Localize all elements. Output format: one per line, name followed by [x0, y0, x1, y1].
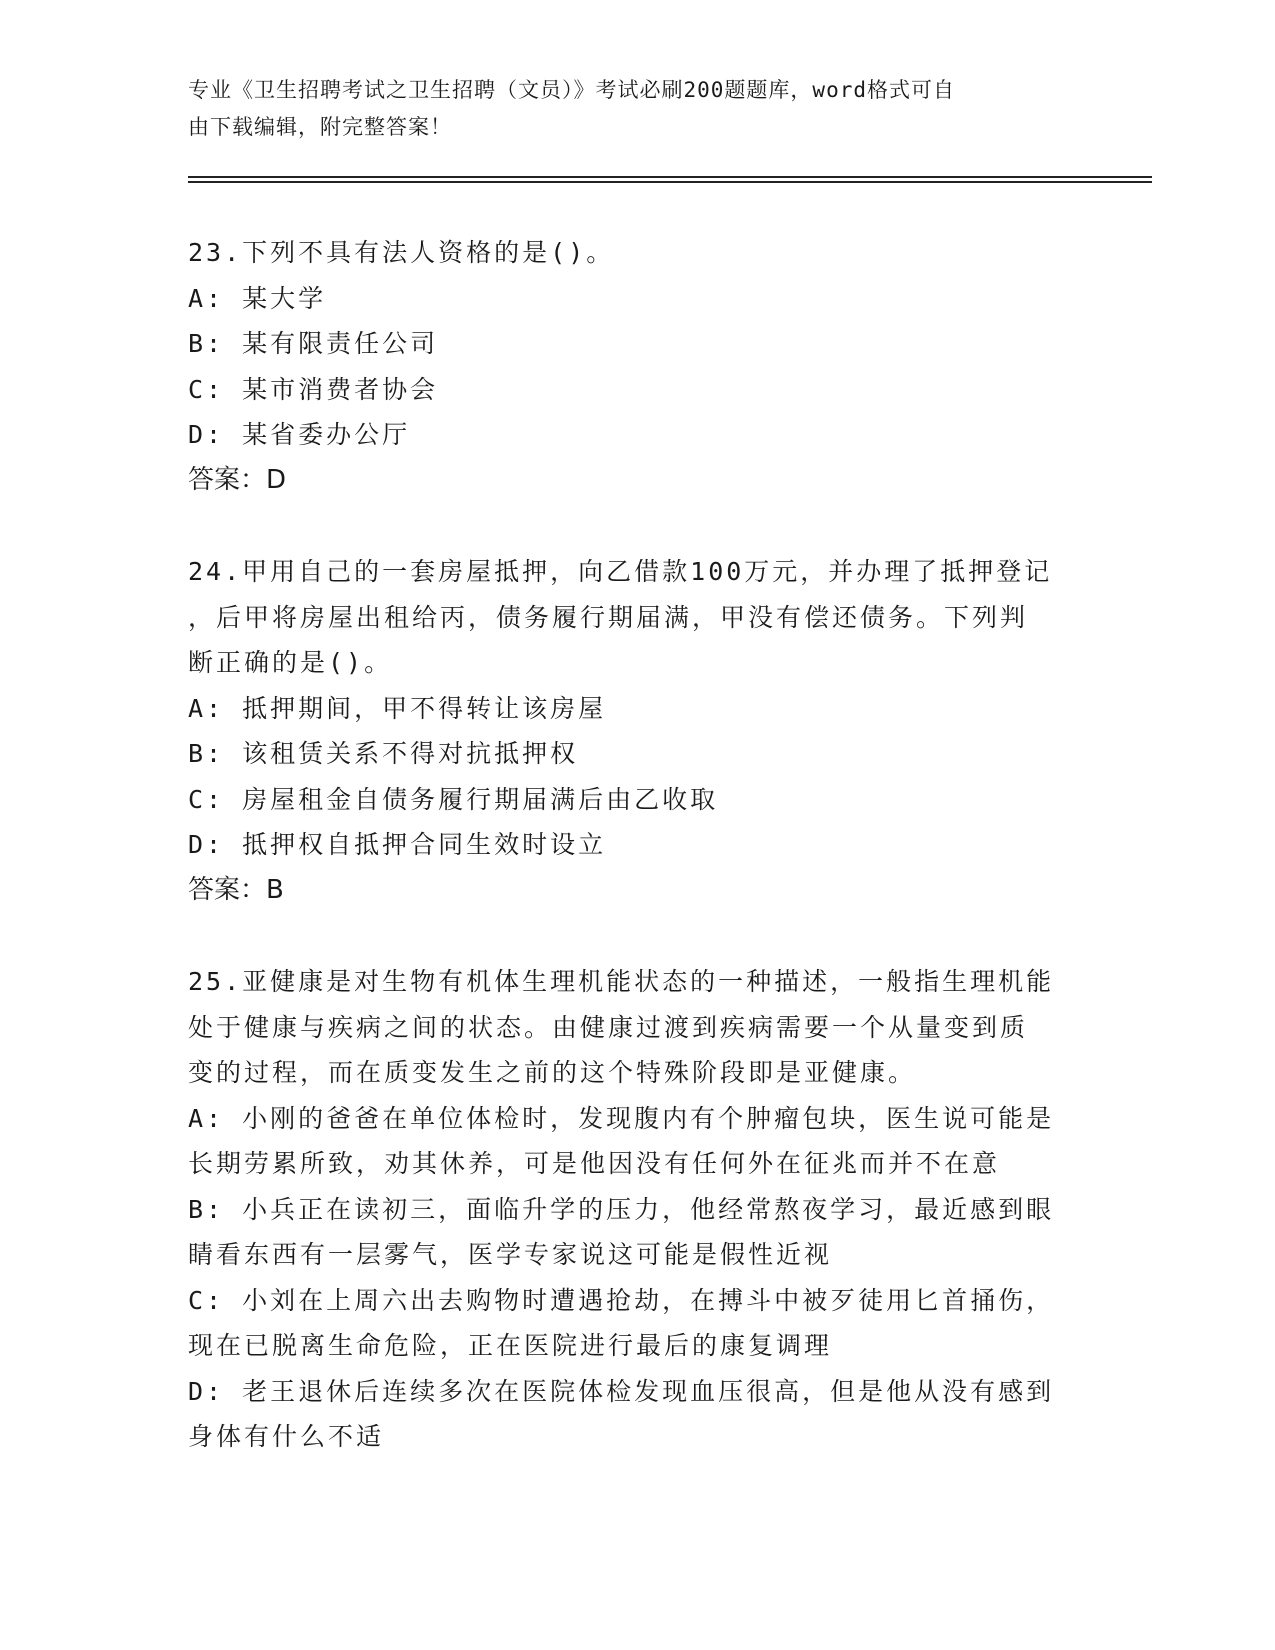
question-stem-line: 25.亚健康是对生物有机体生理机能状态的一种描述，一般指生理机能: [188, 967, 1055, 996]
option-b: B: 小兵正在读初三，面临升学的压力，他经常熬夜学习，最近感到眼: [188, 1194, 1055, 1224]
option-c-continued: 现在已脱离生命危险，正在医院进行最后的康复调理: [188, 1331, 833, 1360]
question-list: [188, 230, 1088, 1506]
option-d: D: 老王退休后连续多次在医院体检发现血压很高，但是他从没有感到: [188, 1376, 1055, 1406]
option-d: D: 抵押权自抵押合同生效时设立: [188, 830, 607, 859]
question-stem-line: 24.甲用自己的一套房屋抵押，向乙借款100万元，并办理了抵押登记: [188, 557, 1053, 586]
option-a-continued: 长期劳累所致，劝其休养，可是他因没有任何外在征兆而并不在意: [188, 1149, 1001, 1178]
question-stem-line: 23.下列不具有法人资格的是()。: [188, 238, 615, 267]
header-divider-top: [188, 176, 1152, 178]
question-stem-line: 变的过程，而在质变发生之前的这个特殊阶段即是亚健康。: [188, 1058, 917, 1087]
option-a: A: 抵押期间，甲不得转让该房屋: [188, 693, 607, 723]
option-b: B: 某有限责任公司: [188, 329, 439, 358]
question-stem-line: ，后甲将房屋出租给丙，债务履行期届满，甲没有偿还债务。下列判: [188, 602, 1029, 632]
option-d: D: 某省委办公厅: [188, 420, 411, 449]
option-b-continued: 睛看东西有一层雾气，医学专家说这可能是假性近视: [188, 1240, 833, 1269]
document-header: [188, 72, 1088, 146]
question-25: [188, 959, 1088, 1460]
question-24: [188, 549, 1088, 913]
option-c: C: 房屋租金自债务履行期届满后由乙收取: [188, 784, 719, 814]
answer-line: 答案：D: [188, 464, 287, 495]
option-c: C: 小刘在上周六出去购物时遭遇抢劫，在搏斗中被歹徒用匕首捅伤，: [188, 1285, 1055, 1315]
option-b: B: 该租赁关系不得对抗抵押权: [188, 739, 579, 768]
question-stem-line: 断正确的是()。: [188, 648, 393, 677]
header-line-2: 由下载编辑，附完整答案！: [188, 115, 452, 139]
option-c: C: 某市消费者协会: [188, 374, 439, 404]
answer-line: 答案：B: [188, 874, 284, 905]
header-divider-bottom: [188, 181, 1152, 183]
option-a: A: 某大学: [188, 283, 327, 313]
option-a: A: 小刚的爸爸在单位体检时，发现腹内有个肿瘤包块，医生说可能是: [188, 1103, 1055, 1133]
question-stem-line: 处于健康与疾病之间的状态。由健康过渡到疾病需要一个从量变到质: [188, 1012, 1029, 1042]
question-23: [188, 230, 1088, 503]
header-line-1: 专业《卫生招聘考试之卫生招聘（文员）》考试必刷200题题库，word格式可自: [188, 78, 955, 102]
option-d-continued: 身体有什么不适: [188, 1422, 385, 1451]
